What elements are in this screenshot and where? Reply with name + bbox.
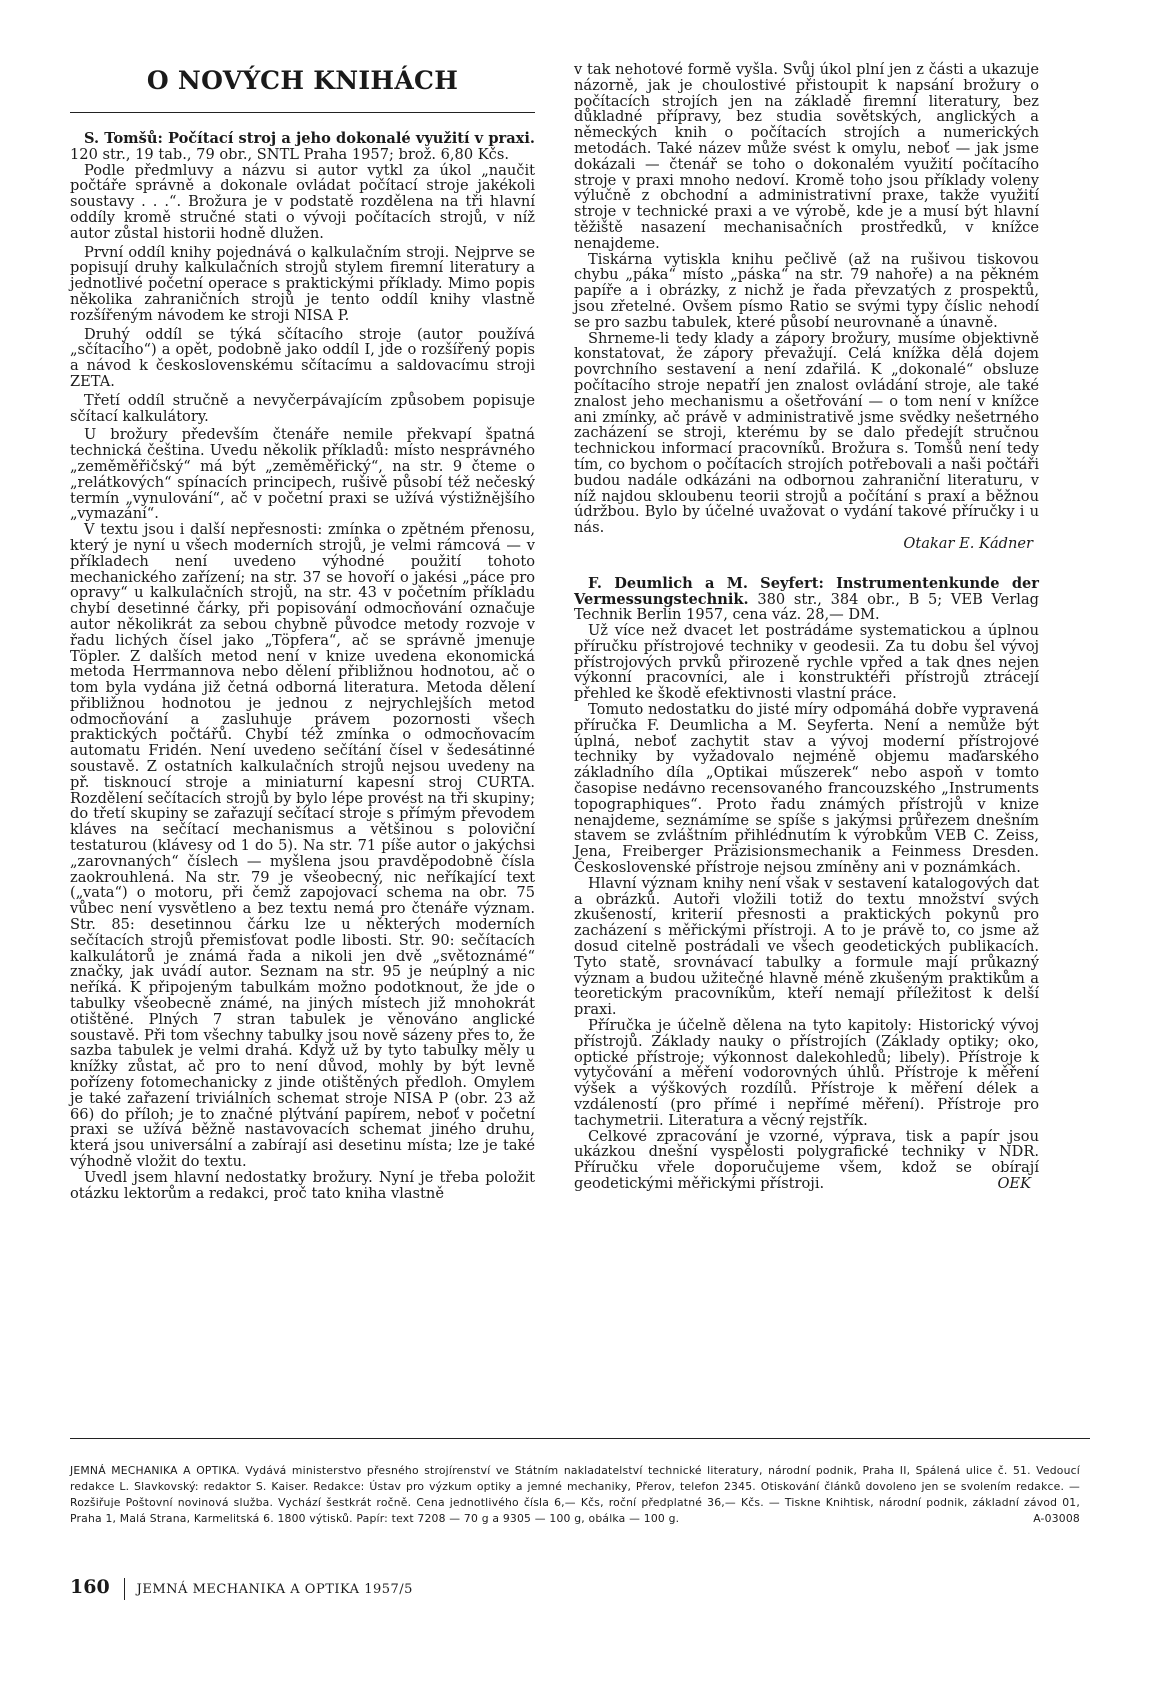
review-1-paragraph: Uvedl jsem hlavní nedostatky brožury. Nyní je třeba položit otázku lektorům a redakci, proč tato kniha vlastně (70, 1168, 535, 1202)
review-1-title: S. Tomšů: Počítací stroj a jeho dokonalé využití v praxi. (84, 130, 535, 147)
review-1-paragraph: Shrneme-li tedy klady a zápory brožury, musíme objektivně konstatovat, že zápory převažují. Celá knížka dělá dojem povrchního sestavení a není zdařilá. K „dokonalé“ obsluze počítacího stroje nepatří jen znalost ovládání stroje, ale také znalost jeho mechanismu a ošetřování — o tom není v knížce ani zmínky, ač právě v administrativě jsme svědky nešetrného zacházení se stroji, kterému by se dalo předejít stručnou technickou informací pracovníků. Brožura s. Tomšů není tedy tím, co bychom o počítacích strojích potřebovali a naši počtáři budou nadále odkázáni na odbornou zahraniční literaturu, v níž najdou skloubenu teorii strojů a počítání s praxí a běžnou údržbou. Bylo by účelné uvažovat o vydání takové příručky i u nás. (574, 329, 1039, 537)
imprint-code: A-03008 (1033, 1512, 1080, 1525)
review-2-paragraph-text: Celkové zpracování je vzorné, výprava, tisk a papír jsou ukázkou dnešní vyspělosti polygrafické techniky v NDR. Příručku vřele doporučujeme všem, kdož se obírají geodetickými měřickými přístroji. (574, 1127, 1039, 1192)
right-column (574, 62, 1039, 1192)
left-column (70, 62, 535, 1201)
imprint-text: JEMNÁ MECHANIKA A OPTIKA. Vydává ministerstvo přesného strojírenství ve Státním nakladatelství technické literatury, národní podnik, Praha II, Spálená ulice č. 51. Vedoucí redakce L. Slavkovský: redaktor S. Kaiser. Redakce: Ústav pro výzkum optiky a jemné mechaniky, Přerov, telefon 2345. Otiskování článků dovoleno jen se svolením redakce. — Rozšiřuje Poštovní novinová služba. Vychází šestkrát ročně. Cena jednotlivého čísla 6,— Kčs, roční předplatné 36,— Kčs. — Tiskne Knihtisk, národní podnik, základní závod 01, Praha 1, Malá Strana, Karmelitská 6. 1800 výtisků. Papír: text 7208 — 70 g a 9305 — 100 g, obálka — 100 g. (70, 1464, 1080, 1525)
review-2-heading (574, 576, 1039, 623)
heading-rule (70, 112, 535, 113)
page-number: 160 (70, 1576, 110, 1598)
page-folio (70, 1576, 413, 1600)
footer-rule (70, 1438, 1090, 1439)
review-1-paragraph: V textu jsou i další nepřesnosti: zmínka o zpětném přenosu, který je nyní u všech moderních strojů, je velmi rámcová — v příkladech není uvedeno výhodné použití tohoto mechanického zařízení; na str. 37 se hovoří o jakési „páce pro opravy“ u kalkulačních strojů, na str. 43 v početním příkladu chybí desetinné čárky, při popisování odmocňování označuje autor několikrát za sebou chybně původce metody rozvoje v řadu lichých čísel jako „Töpfera“, ač se správně jmenuje Töpler. Z dalších metod není v knize uvedena ekonomická metoda Herrmannova nebo dělení přibližnou hodnotou, ač o tom byla vydána již četná odborná literatura. Metoda dělení přibližnou hodnotou je jednou z nejrychlejších metod odmocňování a zasluhuje právem pozornosti všech praktických počtářů. Chybí též zmínka o odmocňovacím automatu Fridén. Není uvedeno sečítání čísel v šedesátinné soustavě. Z ostatních kalkulačních strojů nejsou uvedeny na př. tisknoucí stroje a miniaturní kapesní stroj CURTA. Rozdělení sečítacích strojů by bylo lépe provést na tři skupiny; do třetí skupiny se zařazují sečítací stroje s přímým převodem kláves na sečítací mechanismus a většinou s poloviční testaturou (klávesy od 1 do 5). Na str. 71 píše autor o jakýchsi „zarovnaných“ číslech — myšlena jsou pravděpodobně čísla zaokrouhlená. Na str. 79 je všeobecný, nic neříkající text („vata“) o motoru, při čemž zapojovací schema na obr. 75 vůbec není vysvětleno a bez textu nemá pro čtenáře význam. Str. 85: desetinnou čárku lze u některých moderních sečítacích strojů přemisťovat podle libosti. Str. 90: sečítacích kalkulátorů je známá řada a nikoli jen dvě „světoznámé“ značky, jak uvádí autor. Seznam na str. 95 je neúplný a nic neříká. K připojeným tabulkám možno podotknout, že jde o tabulky všeobecně známé, na jiných místech již mnohokrát otištěné. Plných 7 stran tabulek je věnováno anglické soustavě. Při tom všechny tabulky jsou nově sázeny přes to, že sazba tabulek je velmi drahá. Když už by tyto tabulky měly u knížky zůstat, ač pro to není důvod, mohly by být levně pořízeny fotomechanicky z jinde otištěných předloh. Omylem je také zařazení triviálních schemat stroje NISA P (obr. 23 až 66) do příloh; je to značné plýtvání papírem, neboť v početní praxi se užívá běžně nastavovacích schemat jiného druhu, která jsou universální a zabírají asi desetinu místa; lze je také výhodně vložit do textu. (70, 521, 535, 1170)
review-separator (574, 552, 1039, 576)
review-1-paragraph: U brožury především čtenáře nemile překvapí špatná technická čeština. Uvedu několik příkladů: místo nesprávného „zeměměřičský“ má být „zeměměřický“, na str. 9 čteme o „relátkových“ spínacích principech, rušivě působí též nečeský termín „vynulování“, ač v početní praxi se užívá výstižnějšího „vymazání“. (70, 426, 535, 523)
review-2-paragraph: Příručka je účelně dělena na tyto kapitoly: Historický vývoj přístrojů. Základy nauky o přístrojích (Základy optiky; oko, optické přístroje; výkonnost dalekohledů; libely). Přístroje k vytyčování a měření vodorovných úhlů. Přístroje k měření výšek a výškových rozdílů. Přístroje k měření délek a vzdáleností (pro přímé i nepřímé měření). Přístroje pro tachymetrii. Literatura a věcný rejstřík. (574, 1017, 1039, 1129)
review-1-paragraph: Třetí oddíl stručně a nevyčerpávajícím způsobem popisuje sčítací kalkulátory. (70, 391, 535, 425)
imprint (70, 1463, 1080, 1527)
review-1-paragraph: Podle předmluvy a názvu si autor vytkl za úkol „naučit počtáře správně a dokonale ovládat počítací stroje jakékoli soustavy . . .“. Brožura je v podstatě rozdělena na tři hlavní oddíly kromě stručné stati o vývoji počítacích strojů, v níž autor zůstal historii hodně dlužen. (70, 161, 535, 242)
review-2-paragraph: Tomuto nedostatku do jisté míry odpomáhá dobře vypravená příručka F. Deumlicha a M. Seyferta. Není a nemůže být úplná, neboť zachytit stav a vývoj moderní přístrojové techniky by vyžadovalo nejméně objemu maďarského základního díla „Optikai műszerek“ nebo aspoň v tomto časopise nedávno recensovaného francouzského „Instruments topographiques“. Proto řadu známých přístrojů v knize nenajdeme, seznámíme se spíše s jakýmsi průřezem dnešním stavem se zvláštním přihlédnutím k výrobkům VEB C. Zeiss, Jena, Freiberger Präzisionsmechanik a Feinmess Dresden. Československé přístroje nejsou zmíněny ani v poznámkách. (574, 701, 1039, 877)
review-1-paragraph: První oddíl knihy pojednává o kalkulačním stroji. Nejprve se popisují druhy kalkulačních strojů stylem firemní literatury a jednotlivé početní operace s praktickými příklady. Mimo popis několika zahraničních strojů je tento oddíl knihy vlastně rozšířeným návodem ke stroji NISA P. (70, 243, 535, 324)
journal-name: JEMNÁ MECHANIKA A OPTIKA 1957/5 (136, 1582, 413, 1597)
review-1-heading (70, 131, 535, 163)
review-2-paragraph: Hlavní význam knihy není však v sestavení katalogových dat a obrázků. Autoři vložili totiž do textu množství svých zkušeností, kriterií přesnosti a praktických pokynů pro zacházení s měřickými přístroji. A to je právě to, co jsme až dosud citelně postrádali ve všech geodetických publikacích. Tyto statě, srovnávací tabulky a formule mají průkazný význam a budou užitečné hlavně méně zkušeným praktikům a teoretickým pracovníkům, kteří nemají příležitost k delší praxi. (574, 874, 1039, 1019)
review-2-signature: OEK (997, 1174, 1031, 1192)
review-2-paragraph: Už více než dvacet let postrádáme systematickou a úplnou příručku přístrojové techniky v geodesii. Za tu dobu šel vývoj přístrojových prvků přirozeně rychle vpřed a tak dnes nejen výkonní pracovníci, ale i konstruktéři přístrojů ztrácejí přehled ke škodě efektivnosti vlastní práce. (574, 622, 1039, 703)
review-1-signature: Otakar E. Kádner (903, 534, 1033, 552)
review-2-title: F. Deumlich a M. Seyfert: Instrumentenkunde der Vermessungstechnik. (574, 574, 1039, 608)
review-1-bibliographic-info: 120 str., 19 tab., 79 obr., SNTL Praha 1957; brož. 6,80 Kčs. (70, 145, 509, 163)
review-1-paragraph: v tak nehotové formě vyšla. Svůj úkol plní jen z části a ukazuje názorně, jak je choulostivé přistoupit k napsání brožury o počítacích strojích jen na základě firemní literatury, bez důkladné přípravy, bez studia sovětských, anglických a německých knih o počítacích strojích a numerických metodách. Také název může svést k omylu, neboť — jak jsme dokázali — čtenář se toho o dokonalém využití počítacího stroje v praxi mnoho nedoví. Kromě toho jsou příklady voleny výlučně z obchodní a administrativní praxe, takže využití stroje v technické praxi a ve výrobě, kde je a musí být hlavní těžiště nasazení mechanisačních prostředků, v knížce nenajdeme. (574, 61, 1039, 252)
review-2-paragraph (574, 1129, 1039, 1192)
section-heading: O NOVÝCH KNIHÁCH (146, 66, 459, 95)
review-1-paragraph: Tiskárna vytiskla knihu pečlivě (až na rušivou tiskovou chybu „páka“ místo „páska“ na str. 79 nahoře) a na pěkném papíře a i obrázky, z nichž je řada převzatých z prospektů, jsou zřetelné. Ovšem písmo Ratio se svými typy číslic nehodí se pro sazbu tabulek, které působí neurovnaně a únavně. (574, 250, 1039, 331)
review-2-bibliographic-info: 380 str., 384 obr., B 5; VEB Verlag Technik Berlin 1957, cena váz. 28,— DM. (574, 590, 1039, 624)
review-1-paragraph: Druhý oddíl se týká sčítacího stroje (autor používá „sčítacího“) a opět, podobně jako oddíl I, jde o rozšířený popis a návod k československému sčítacímu a saldovacímu stroji ZETA. (70, 325, 535, 390)
folio-divider (124, 1578, 125, 1600)
